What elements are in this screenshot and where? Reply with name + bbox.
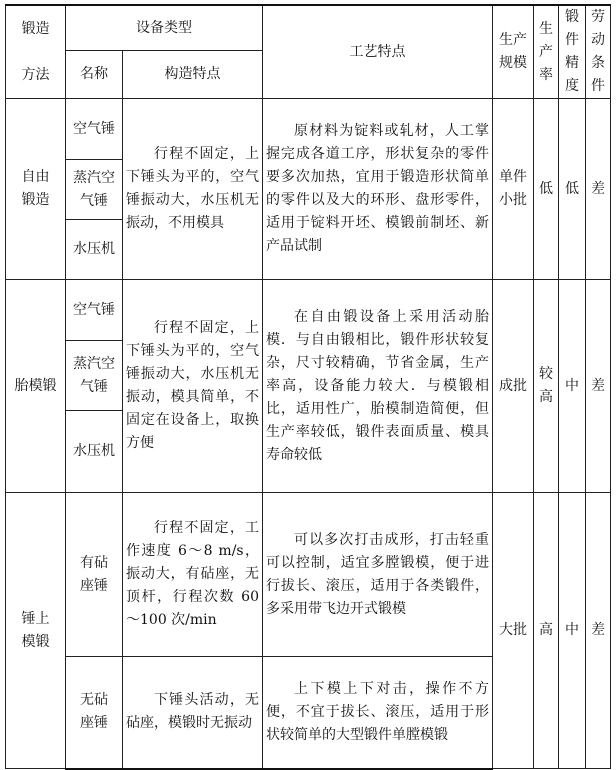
precision-cell: 中	[559, 280, 586, 493]
equipment-name: 蒸汽空 气锤	[66, 160, 123, 220]
scale-cell: 单件 小批	[493, 99, 534, 280]
structure-cell: 行程不固定，上下锤头为平的，空气锤振动大，水压机无振动，模具简单，不固定在设备上，取换方便	[123, 280, 263, 493]
labor-cell: 差	[586, 280, 611, 493]
header-equipment-type: 设备类型	[66, 5, 263, 51]
equipment-name: 蒸汽空 气锤	[66, 341, 123, 411]
header-precision: 锻件 精度	[559, 5, 586, 99]
productivity-cell: 低	[534, 99, 559, 280]
labor-cell: 差	[586, 493, 611, 769]
labor-cell: 差	[586, 99, 611, 280]
header-labor: 劳动 条件	[586, 5, 611, 99]
equipment-name: 有砧 座锤	[66, 493, 123, 657]
productivity-cell: 高	[534, 493, 559, 769]
process-cell: 在自由锻设备上采用活动胎模．与自由锻相比，锻件形状较复杂，尺寸较精确，节省金属，生产率高，设备能力较大．与模锻相比，适用性广，胎模制造简便，但生产率较低，锻件表面质量、模具寿命较低	[263, 280, 493, 493]
header-scale: 生产 规模	[493, 5, 534, 99]
method-cell: 胎模锻	[6, 280, 66, 493]
header-name: 名称	[66, 51, 123, 99]
process-cell: 上下模上下对击，操作不方便，不宜于拔长、滚压，适用于形状较简单的大型锻件单膛模锻	[263, 657, 493, 769]
header-process: 工艺特点	[263, 5, 493, 99]
forging-methods-table	[5, 4, 611, 770]
equipment-name: 空气锤	[66, 99, 123, 160]
process-cell: 可以多次打击成形，打击轻重可以控制，适宜多膛锻模，便于进行拔长、滚压，适用于各类锻件，多采用带飞边开式锻模	[263, 493, 493, 657]
scale-cell: 大批	[493, 493, 534, 769]
structure-cell: 行程不固定，工作速度 6～8 m/s，振动大，有砧座，无顶杆，行程次数 60～100 次/min	[123, 493, 263, 657]
method-cell: 锤上 模锻	[6, 493, 66, 769]
equipment-name: 水压机	[66, 411, 123, 493]
header-structure: 构造特点	[123, 51, 263, 99]
equipment-name: 无砧 座锤	[66, 657, 123, 769]
equipment-name: 空气锤	[66, 280, 123, 341]
productivity-cell: 较 高	[534, 280, 559, 493]
header-method: 锻造 方法	[6, 5, 66, 99]
structure-cell: 下锤头活动，无砧座，模锻时无振动	[123, 657, 263, 769]
scale-cell: 成批	[493, 280, 534, 493]
process-cell: 原材料为锭料或轧材，人工掌握完成各道工序，形状复杂的零件要多次加热，宜用于锻造形状简单的零件以及大的环形、盘形零件，适用于锭料开坯、模锻前制坯、新产品试制	[263, 99, 493, 280]
header-productivity: 生 产 率	[534, 5, 559, 99]
structure-cell: 行程不固定，上下锤头为平的，空气锤振动大，水压机无振动，不用模具	[123, 99, 263, 280]
precision-cell: 低	[559, 99, 586, 280]
precision-cell: 中	[559, 493, 586, 769]
equipment-name: 水压机	[66, 220, 123, 280]
method-cell: 自由 锻造	[6, 99, 66, 280]
